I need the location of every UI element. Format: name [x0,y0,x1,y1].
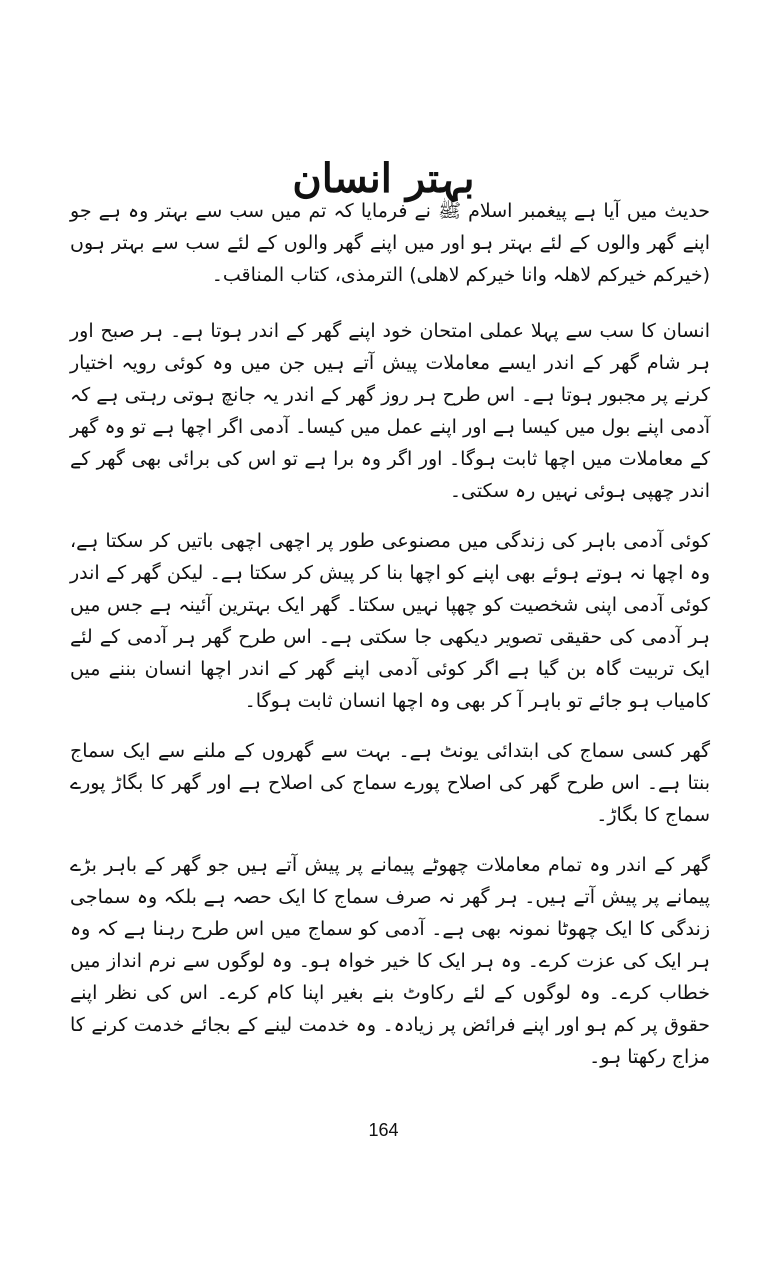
paragraph-hadith: حدیث میں آیا ہے پیغمبر اسلام ﷺ نے فرمایا کہ تم میں سب سے بہتر وہ ہے جو اپنے گھر والوں کے لئے بہتر ہو اور میں اپنے گھر والوں کے لئے سب سے بہتر ہوں (خیرکم خیرکم لاھلہ وانا خیرکم لاھلی) الترمذی، کتاب المناقب۔ [70,200,710,286]
paragraph-home-test: انسان کا سب سے پہلا عملی امتحان خود اپنے گھر کے اندر ہوتا ہے۔ ہر صبح اور ہر شام گھر کے اندر ایسے معاملات پیش آتے ہیں جن میں وہ کوئی رویہ اختیار کرنے پر مجبور ہوتا ہے۔ اس طرح ہر روز گھر کے اندر یہ جانچ ہوتی رہتی ہے کہ آدمی اپنے بول میں کیسا ہے اور اپنے عمل میں کیسا۔ آدمی اگر اچھا ہے تو وہ گھر کے معاملات میں اچھا ثابت ہوگا۔ اور اگر وہ برا ہے تو اس کی برائی بھی گھر کے اندر چھپی ہوئی نہیں رہ سکتی۔ [70,320,710,502]
paragraph-society-unit: گھر کسی سماج کی ابتدائی یونٹ ہے۔ بہت سے گھروں کے ملنے سے ایک سماج بنتا ہے۔ اس طرح گھر کی اصلاح پورے سماج کی اصلاح ہے اور گھر کا بگاڑ پورے سماج کا بگاڑ۔ [70,740,710,826]
page-title: بہتر انسان [292,154,475,202]
page-body [70,195,710,1091]
paragraph-social-conduct: گھر کے اندر وہ تمام معاملات چھوٹے پیمانے پر پیش آتے ہیں جو گھر کے باہر بڑے پیمانے پر پیش آتے ہیں۔ ہر گھر نہ صرف سماج کا ایک حصہ ہے بلکہ وہ سماجی زندگی کا ایک چھوٹا نمونہ بھی ہے۔ آدمی کو سماج میں اس طرح رہنا ہے کہ وہ ہر ایک کی عزت کرے۔ وہ ہر ایک کا خیر خواہ ہو۔ وہ لوگوں سے نرم انداز میں خطاب کرے۔ وہ لوگوں کے لئے رکاوٹ بنے بغیر اپنا کام کرے۔ اس کی نظر اپنے حقوق پر کم ہو اور اپنے فرائض پر زیادہ۔ وہ خدمت لینے کے بجائے خدمت کرنے کا مزاج رکھتا ہو۔ [70,854,710,1068]
page-number: 164 [368,1120,399,1140]
paragraph-home-mirror: کوئی آدمی باہر کی زندگی میں مصنوعی طور پر اچھی اچھی باتیں کر سکتا ہے، وہ اچھا نہ ہوتے ہوئے بھی اپنے کو اچھا بنا کر پیش کر سکتا ہے۔ لیکن گھر کے اندر کوئی آدمی اپنی شخصیت کو چھپا نہیں سکتا۔ گھر ایک بہترین آئینہ ہے جس میں ہر آدمی کی حقیقی تصویر دیکھی جا سکتی ہے۔ اس طرح گھر ہر آدمی کے لئے ایک تربیت گاہ بن گیا ہے اگر کوئی آدمی اپنے گھر کے اندر اچھا انسان بننے میں کامیاب ہو جائے تو باہر آ کر بھی وہ اچھا انسان ثابت ہوگا۔ [70,530,710,712]
